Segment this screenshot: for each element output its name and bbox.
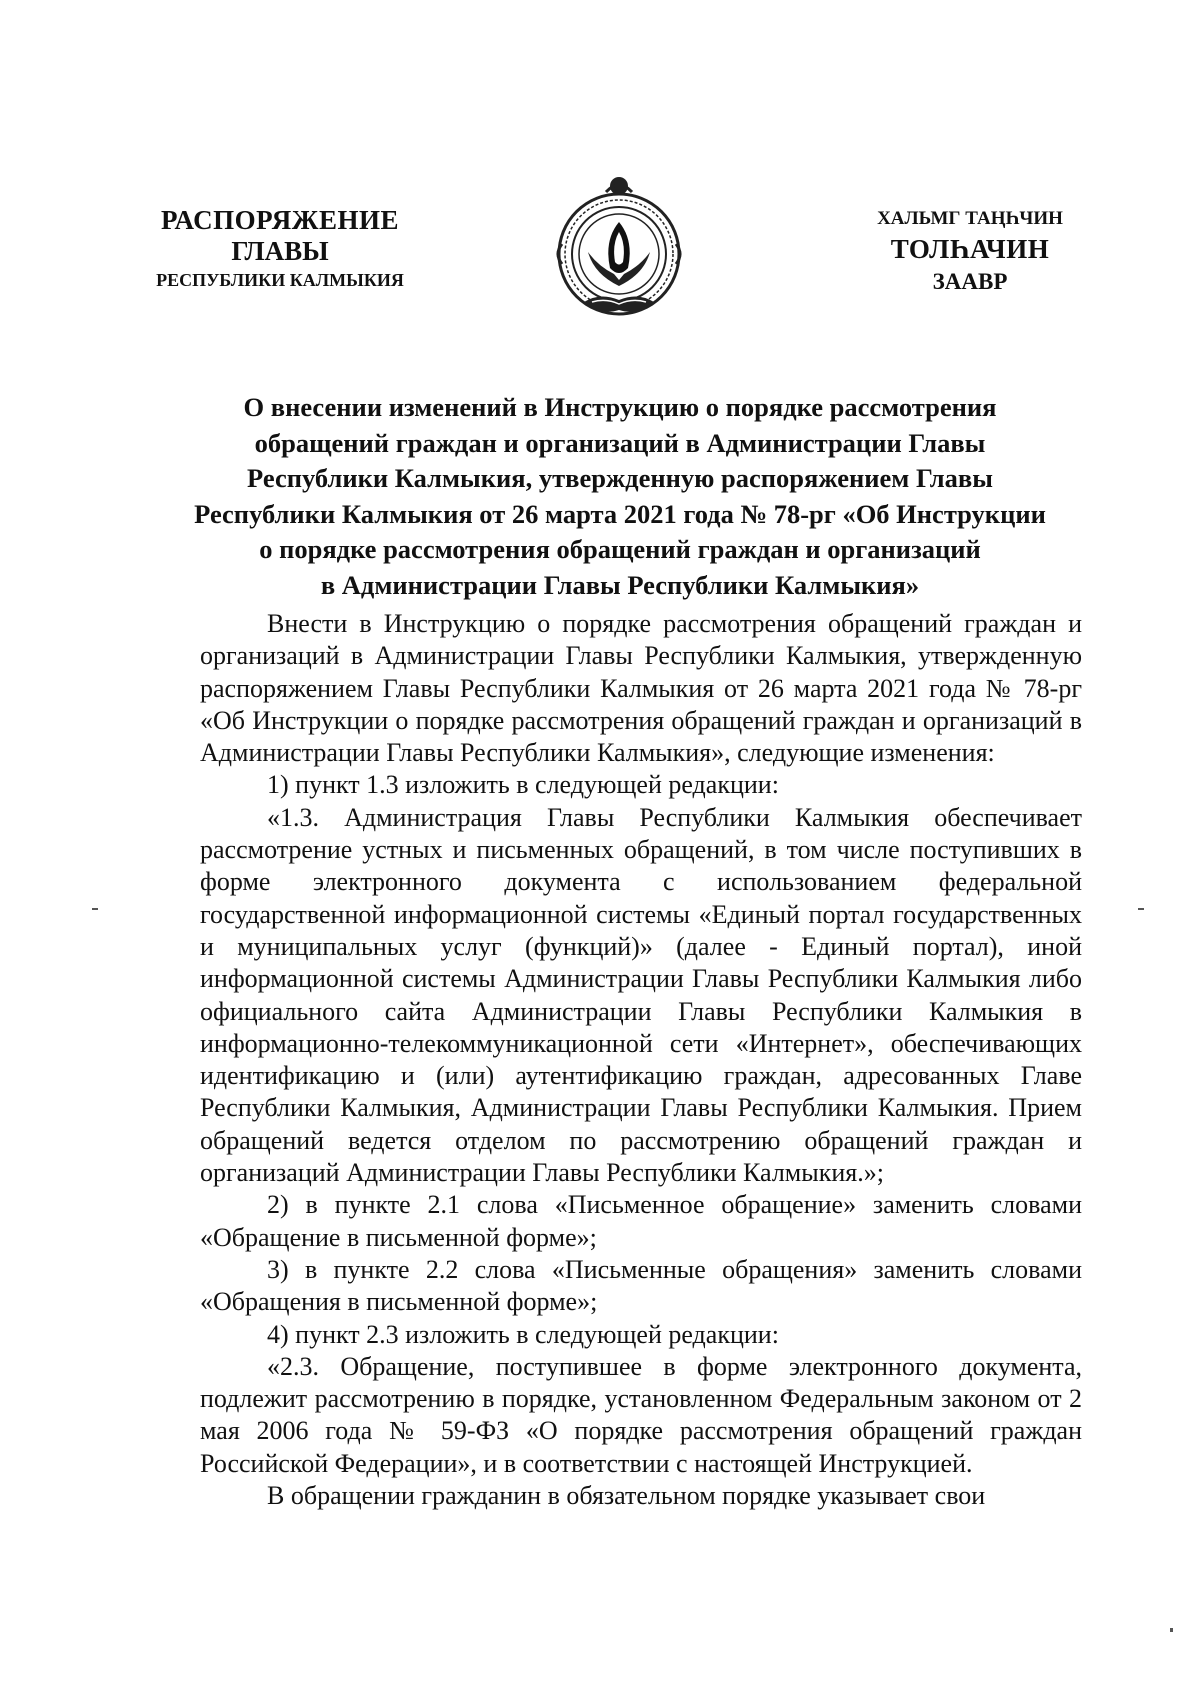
- title-line-1: О внесении изменений в Инструкцию о порядке рассмотрения: [243, 392, 997, 422]
- header-left-line-3: РЕСПУБЛИКИ КАЛМЫКИЯ: [156, 270, 404, 290]
- body-paragraph-clause-1-3: «1.3. Администрация Главы Республики Калмыкия обеспечивает рассмотрение устных и письменных обращений, в том числе поступивших в форме электронного документа с использованием федеральной государственной информационной системы «Единый портал государственных и муниципальных услуг (функций)» (далее - Единый портал), иной информационной системы Администрации Главы Республики Калмыкия либо официального сайта Администрации Главы Республики Калмыкия в информационно-телекоммуникационной сети «Интернет», обеспечивающих идентификацию и (или) аутентификацию граждан, адресованных Главе Республики Калмыкия, Администрации Главы Республики Калмыкия. Прием обращений ведется отделом по рассмотрению обращений граждан и организаций Администрации Главы Республики Калмыкия.»;: [200, 802, 1082, 1188]
- title-line-5: о порядке рассмотрения обращений граждан и организаций: [259, 534, 981, 564]
- body-paragraph-intro: Внести в Инструкцию о порядке рассмотрения обращений граждан и организаций в Администрации Главы Республики Калмыкия, утвержденную распоряжением Главы Республики Калмыкия от 26 марта 2021 года № 78-рг «Об Инструкции о порядке рассмотрения обращений граждан и организаций в Администрации Главы Республики Калмыкия», следующие изменения:: [200, 609, 1082, 768]
- title-line-3: Республики Калмыкия, утвержденную распоряжением Главы: [247, 463, 993, 493]
- header-left-line-1: РАСПОРЯЖЕНИЕ: [160, 205, 400, 235]
- document-title: [170, 390, 1070, 603]
- document-body: [200, 608, 1082, 1512]
- body-paragraph-item-2: 2) в пункте 2.1 слова «Письменное обращение» заменить словами «Обращение в письменной форме»;: [200, 1190, 1082, 1252]
- header-left-line-2: ГЛАВЫ: [231, 236, 329, 266]
- header-left-russian: [100, 204, 460, 294]
- scan-mark: [92, 908, 98, 910]
- header-right-line-2: ТОЛҺАЧИН: [890, 234, 1050, 264]
- body-paragraph-item-1: 1) пункт 1.3 изложить в следующей редакции:: [267, 770, 779, 800]
- title-line-6: в Администрации Главы Республики Калмыкия»: [320, 569, 920, 600]
- header-right-line-3: ЗААВР: [932, 269, 1008, 294]
- header-right-line-1: ХАЛЬМГ ТАҢҺЧИН: [877, 208, 1063, 229]
- body-paragraph-continuation: В обращении гражданин в обязательном порядке указывает свои: [267, 1481, 986, 1511]
- body-paragraph-item-4: 4) пункт 2.3 изложить в следующей редакции:: [267, 1319, 779, 1349]
- body-paragraph-clause-2-3: «2.3. Обращение, поступившее в форме электронного документа, подлежит рассмотрению в порядке, установленном Федеральным законом от 2 мая 2006 года № 59-ФЗ «О порядке рассмотрения обращений граждан Российской Федерации», и в соответствии с настоящей Инструкцией.: [200, 1351, 1082, 1478]
- title-line-4: Республики Калмыкия от 26 марта 2021 года № 78-рг «Об Инструкции: [194, 498, 1046, 529]
- coat-of-arms-icon: [548, 174, 690, 324]
- scan-mark: [1170, 1628, 1173, 1632]
- body-paragraph-item-3: 3) в пункте 2.2 слова «Письменные обращения» заменить словами «Обращения в письменной форме»;: [200, 1254, 1082, 1317]
- title-line-2: обращений граждан и организаций в Администрации Главы: [254, 427, 986, 458]
- scan-mark: [1138, 908, 1144, 910]
- header-right-kalmyk: [820, 205, 1120, 299]
